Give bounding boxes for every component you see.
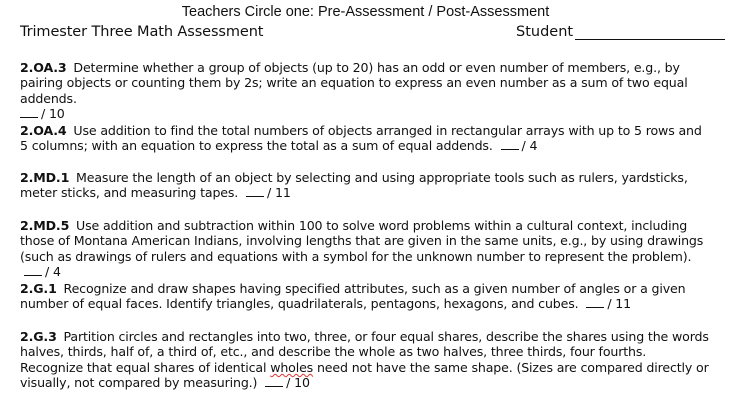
score-total: / 4 (521, 138, 538, 154)
standard-text: Measure the length of an object by selecting and using appropriate tools such as rulers, yardsticks, meter sticks, and measuring tapes. (20, 170, 688, 201)
score-total: / 10 (286, 375, 310, 391)
standard-code: 2.MD.1 (20, 170, 70, 185)
standard-code: 2.MD.5 (20, 218, 70, 233)
student-name-label: Student (516, 24, 574, 40)
standard-2g3 (20, 329, 710, 391)
score-field[interactable] (586, 296, 631, 311)
score-total: / 4 (45, 264, 61, 280)
standard-text-continued: need not have the same shape. (Sizes are compared directly or visually, not compared by measuring.) (20, 359, 709, 391)
standard-2md5 (20, 218, 710, 280)
standard-code: 2.OA.4 (20, 123, 67, 138)
score-blank[interactable] (24, 274, 42, 276)
score-total: / 11 (267, 185, 291, 201)
score-blank[interactable] (586, 306, 604, 308)
score-field[interactable] (24, 264, 61, 279)
score-field[interactable] (246, 185, 291, 200)
standard-code: 2.G.1 (20, 281, 57, 296)
standard-2oa3 (20, 60, 710, 122)
title-row (20, 24, 710, 46)
score-total: / 11 (607, 296, 632, 312)
standard-text: Determine whether a group of objects (up to 20) has an odd or even number of members, e.g., by pairing objects or counting them by 2s; write an equation to express an even number as a sum of two equal addends. (20, 60, 688, 106)
assessment-type-instruction: Teachers Circle one: Pre-Assessment / Post-Assessment (181, 4, 550, 20)
student-name-line[interactable] (575, 39, 725, 40)
standard-2g1 (20, 281, 710, 312)
standard-code: 2.OA.3 (20, 60, 67, 75)
score-total: / 10 (41, 106, 65, 122)
score-blank[interactable] (20, 116, 38, 118)
standard-text: Use addition to find the total numbers of objects arranged in rectangular arrays with up to 5 rows and 5 columns; with an equation to express the total as a sum of equal addends. (20, 123, 702, 154)
standard-text: Use addition and subtraction within 100 to solve word problems within a cultural context, including those of Montana American Indians, involving lengths that are given in the same units, e.g., by using drawings (such as drawings of rulers and equations with a symbol for the unknown number to represent the problem). (20, 218, 704, 264)
score-field[interactable] (20, 106, 65, 121)
score-field[interactable] (501, 138, 538, 153)
standard-text: Partition circles and rectangles into two, three, or four equal shares, describe the shares using the words halves, thirds, half of, a third of, etc., and describe the whole as two halves, three thirds, four fourths. Recognize that equal shares of identical (20, 329, 709, 375)
score-blank[interactable] (246, 195, 264, 197)
standard-code: 2.G.3 (20, 329, 57, 344)
spellcheck-flagged-word: wholes (270, 359, 314, 375)
score-blank[interactable] (501, 148, 519, 150)
document-title: Trimester Three Math Assessment (20, 24, 264, 40)
standard-2md1 (20, 170, 710, 201)
score-blank[interactable] (265, 385, 283, 387)
standard-2oa4 (20, 123, 710, 154)
score-field[interactable] (265, 375, 310, 390)
standard-text: Recognize and draw shapes having specified attributes, such as a given number of angles or a given number of equal faces. Identify triangles, quadrilaterals, pentagons, hexagons, and cubes. (20, 281, 686, 312)
